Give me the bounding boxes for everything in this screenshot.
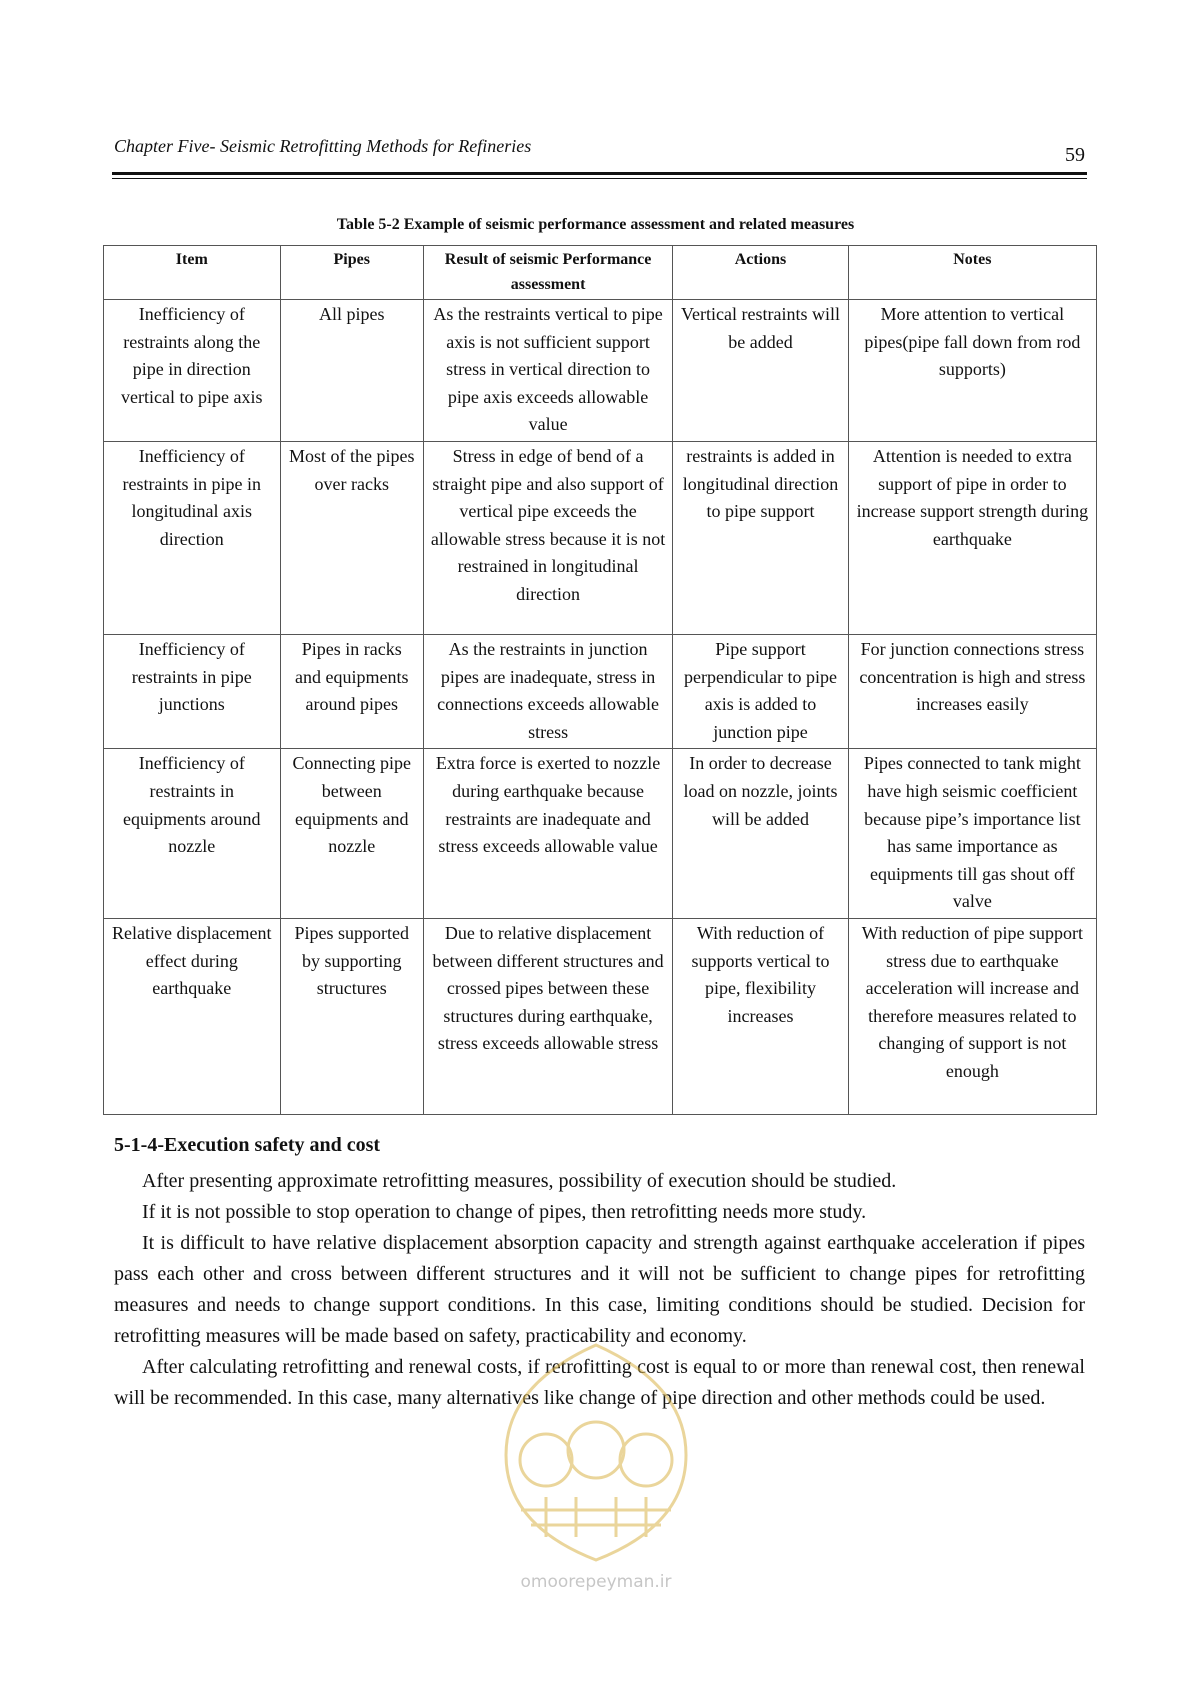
watermark-site-text: omoorepeyman.ir (520, 1572, 672, 1592)
page-header (114, 134, 1085, 174)
watermark-logo (486, 1325, 706, 1595)
cell-pipes: Most of the pipes over racks (280, 441, 423, 634)
column-header-pipes: Pipes (280, 246, 423, 300)
cell-item: Inefficiency of restraints in pipe in longitudinal axis direction (104, 441, 281, 634)
column-header-result: Result of seismic Performance assessment (423, 246, 672, 300)
paragraph: It is difficult to have relative displacement absorption capacity and strength against earthquake acceleration if pipes pass each other and cross between different structures and it will not be sufficient to change pipes for retrofitting measures and needs to change support conditions. In this case, limiting conditions should be studied. Decision for retrofitting measures will be made based on safety, practicability and economy. (114, 1232, 1085, 1347)
header-rule-thick (112, 172, 1087, 175)
table-row (104, 441, 1097, 634)
table-caption: Table 5-2 Example of seismic performance assessment and related measures (336, 216, 855, 233)
cell-actions: Vertical restraints will be added (673, 300, 848, 442)
cell-result: Stress in edge of bend of a straight pipe and also support of vertical pipe exceeds the allowable stress because it is not restrained in longitudinal direction (423, 441, 672, 634)
cell-item: Relative displacement effect during earthquake (104, 918, 281, 1114)
scales-emblem-icon (520, 1434, 572, 1486)
column-header-notes: Notes (848, 246, 1096, 300)
cell-item: Inefficiency of restraints in pipe junctions (104, 634, 281, 748)
cell-notes: Pipes connected to tank might have high seismic coefficient because pipe’s importance list has same importance as equipments till gas shout off valve (848, 749, 1096, 919)
table-row (104, 918, 1097, 1114)
section-heading: 5-1-4-Execution safety and cost (114, 1134, 381, 1156)
cell-actions: restraints is added in longitudinal direction to pipe support (673, 441, 848, 634)
gear-emblem-icon (620, 1434, 672, 1486)
cell-item: Inefficiency of restraints in equipments around nozzle (104, 749, 281, 919)
cell-result: As the restraints vertical to pipe axis is not sufficient support stress in vertical direction to pipe axis exceeds allowable value (423, 300, 672, 442)
cell-notes: More attention to vertical pipes(pipe fall down from rod supports) (848, 300, 1096, 442)
cell-pipes: Pipes in racks and equipments around pipes (280, 634, 423, 748)
paragraph: After presenting approximate retrofitting measures, possibility of execution should be studied. (142, 1170, 897, 1192)
cell-actions: In order to decrease load on nozzle, joints will be added (673, 749, 848, 919)
column-header-actions: Actions (673, 246, 848, 300)
assessment-table (103, 245, 1097, 1115)
cell-actions: Pipe support perpendicular to pipe axis is added to junction pipe (673, 634, 848, 748)
cell-notes: For junction connections stress concentration is high and stress increases easily (848, 634, 1096, 748)
table-header-row (104, 246, 1097, 300)
cell-notes: Attention is needed to extra support of pipe in order to increase support strength during earthquake (848, 441, 1096, 634)
cell-notes: With reduction of pipe support stress due to earthquake acceleration will increase and therefore measures related to changing of support is not enough (848, 918, 1096, 1114)
chapter-title: Chapter Five- Seismic Retrofitting Methods for Refineries (114, 136, 532, 156)
paragraph: After calculating retrofitting and renewal costs, if retrofitting cost is equal to or more than renewal cost, then renewal will be recommended. In this case, many alternatives like change of pipe direction and other methods could be used. (114, 1356, 1085, 1409)
cell-pipes: Connecting pipe between equipments and nozzle (280, 749, 423, 919)
table-row (104, 300, 1097, 442)
header-rule-thin (112, 178, 1087, 179)
cell-result: Extra force is exerted to nozzle during earthquake because restraints are inadequate and stress exceeds allowable value (423, 749, 672, 919)
column-header-item: Item (104, 246, 281, 300)
page-number: 59 (1065, 144, 1085, 166)
center-emblem-icon (568, 1422, 624, 1478)
cell-pipes: All pipes (280, 300, 423, 442)
paragraph: If it is not possible to stop operation to change of pipes, then retrofitting needs more study. (142, 1201, 867, 1223)
cell-result: As the restraints in junction pipes are inadequate, stress in connections exceeds allowable stress (423, 634, 672, 748)
cell-item: Inefficiency of restraints along the pipe in direction vertical to pipe axis (104, 300, 281, 442)
cell-pipes: Pipes supported by supporting structures (280, 918, 423, 1114)
table-row (104, 749, 1097, 919)
table-row (104, 634, 1097, 748)
cell-actions: With reduction of supports vertical to pipe, flexibility increases (673, 918, 848, 1114)
cell-result: Due to relative displacement between different structures and crossed pipes between these structures during earthquake, stress exceeds allowable stress (423, 918, 672, 1114)
shield-outline-icon (506, 1345, 686, 1560)
